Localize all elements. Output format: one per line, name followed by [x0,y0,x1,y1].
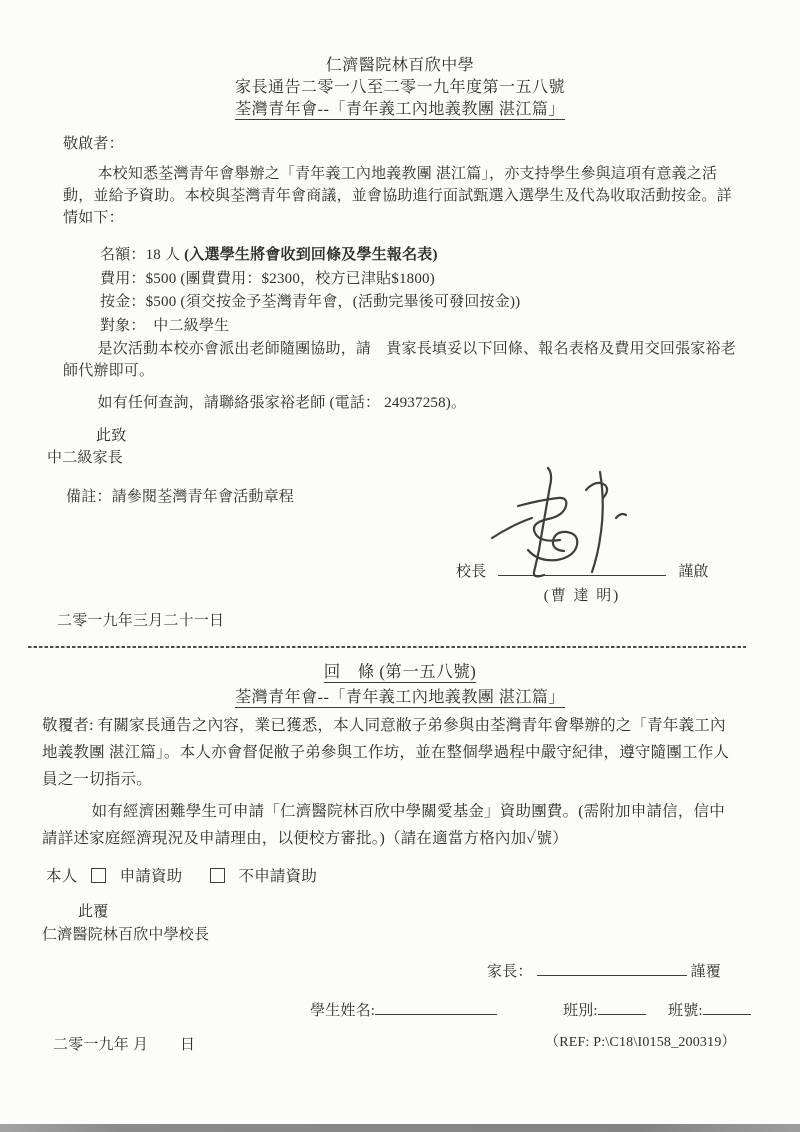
paragraph-line: 情如下： [63,210,124,226]
paragraph-line: 地義教團 湛江篇」。本人亦會督促敝子弟參與工作坊，並在整個學過程中嚴守紀律，遵守隨團工作人 [42,744,730,761]
subsidy-choice-row [46,866,317,888]
notice-number: 家長通告二零一八至二零一九年度第一五八號 [234,79,565,96]
reply-event-title-text: 荃灣青年會--「青年義工內地義教團 湛江篇」 [235,689,565,706]
remark: 備註：請參閱荃灣青年會活動章程 [66,489,295,505]
reply-date-day: 日 [180,1037,196,1053]
class-no-line[interactable] [703,999,751,1015]
parent-label: 家長： [487,964,533,980]
paragraph-line: 本校知悉荃灣青年會舉辦之「青年義工內地義教團 湛江篇」，亦支持學生參與這項有意義之活 [97,166,718,182]
event-title [0,96,800,119]
recipient: 中二級家長 [47,450,124,466]
reply-title [0,658,800,682]
student-name-field [310,999,497,1022]
class-no-field [668,999,751,1022]
reference-code: （REF: P:\C18\I0158_200319） [545,1035,736,1050]
class-field [563,999,646,1022]
paragraph-line: 員之一切指示。 [42,771,152,788]
paragraph-2 [63,338,745,382]
parent-suffix: 謹覆 [690,964,721,980]
paragraph-1 [63,163,745,229]
checkbox-apply-subsidy[interactable] [91,868,106,883]
reply-closing: 此覆 [78,904,109,920]
detail-deposit: 按金：$500 (須交按金予荃灣青年會，(活動完畢後可發回按金)) [100,294,521,310]
cut-line-divider [28,646,746,648]
principal-signature-row [456,560,709,583]
paragraph-line: 請詳述家庭經濟現況及申請理由，以便校方審批。)（請在適當方格內加✓號） [42,830,568,847]
student-name-line[interactable] [375,999,497,1015]
student-name-label: 學生姓名: [310,1003,376,1019]
no-subsidy-label: 不申請資助 [238,868,318,885]
checkbox-no-subsidy[interactable] [210,868,225,883]
subsidy-prefix: 本人 [46,868,78,885]
paragraph-line: 動，並給予資助。本校與荃灣青年會商議，並會協助進行面試甄選入選學生及代為收取活動按金。詳 [63,188,732,204]
principal-name: (曹 達 明) [543,588,621,604]
notice-date: 二零一九年三月二十一日 [57,613,225,629]
event-title-text: 荃灣青年會--「青年義工內地義教團 湛江篇」 [235,101,565,118]
parent-signature-row [487,960,721,983]
paragraph-line: 如有經濟困難學生可申請「仁濟醫院林百欣中學關愛基金」資助團費。(需附加申請信，信中 [91,803,725,820]
class-label: 班別: [563,1003,598,1019]
closing-cizhi: 此致 [96,428,127,444]
paragraph-line: 敬覆者: 有關家長通告之內容，業已獲悉，本人同意敝子弟參與由荃灣青年會舉辦的之「青年義工內 [42,717,726,734]
class-line[interactable] [598,999,646,1015]
reply-title-text: 回 條 (第一五八號) [323,662,477,681]
scan-edge-artifact [0,1124,800,1132]
reply-addressee: 仁濟醫院林百欣中學校長 [42,927,210,943]
reply-paragraph-1 [42,712,758,793]
apply-subsidy-label: 申請資助 [119,868,183,885]
detail-quota: 名額：18 人 (入選學生將會收到回條及學生報名表) [100,247,438,263]
salutation: 敬啟者： [63,136,124,152]
paragraph-3: 如有任何查詢，請聯絡張家裕老師 (電話： 24937258)。 [97,395,467,411]
details-list [100,244,520,338]
detail-quota-note: (入選學生將會收到回條及學生報名表) [184,247,438,263]
principal-signature-line [498,560,666,576]
principal-suffix: 謹啟 [678,564,709,580]
reply-date-month: 月 [133,1037,149,1053]
school-name: 仁濟醫院林百欣中學 [325,57,475,74]
parent-signature-line[interactable] [537,960,687,976]
reply-fund-paragraph [42,798,758,852]
class-no-label: 班號: [668,1003,703,1019]
detail-fee: 費用：$500 (團費費用：$2300，校方已津貼$1800) [100,270,435,287]
reply-event-title [0,684,800,707]
reply-date-year: 二零一九年 [53,1037,130,1053]
detail-target: 對象： 中二級學生 [100,317,230,334]
paragraph-line: 師代辦即可。 [63,363,155,379]
principal-label: 校長 [456,564,487,580]
paragraph-line: 是次活動本校亦會派出老師隨團協助，請 貴家長填妥以下回條、報名表格及費用交回張家裕老 [97,341,736,357]
